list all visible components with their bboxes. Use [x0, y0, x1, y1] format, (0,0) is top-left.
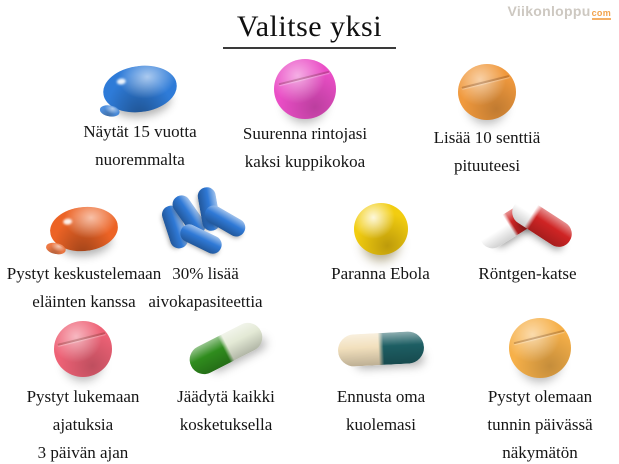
caption-line: tunnin päivässä [487, 415, 593, 434]
page-title: Valitse yksi [223, 10, 396, 49]
caption [487, 383, 592, 464]
caption-line: Röntgen-katse [478, 264, 577, 283]
caption [148, 260, 262, 316]
caption-line: Näytät 15 vuotta [83, 122, 197, 141]
amber-tablet-image [509, 318, 571, 378]
red-white-capsules-image [473, 199, 583, 257]
pink-tablet-image [274, 59, 336, 119]
yellow-pill-image [354, 203, 408, 255]
caption-line: kaksi kuppikokoa [244, 152, 366, 171]
caption-line: 30% lisää [172, 264, 239, 283]
caption-line: pituuteesi [453, 156, 521, 175]
caption-line: Pystyt olemaan [487, 387, 593, 406]
pill-item-height [394, 60, 580, 180]
pill-image-box [103, 60, 177, 118]
caption [337, 383, 425, 439]
pill-item-freeze-touch [150, 313, 302, 439]
pill-image-box [54, 315, 112, 383]
caption [434, 124, 541, 180]
cream-teal-capsule-image [337, 331, 425, 367]
pill-item-read-minds [8, 315, 158, 464]
caption-line: näkymätön [502, 443, 578, 462]
green-white-capsule-image [185, 317, 268, 378]
caption-line: Ennusta oma [336, 387, 426, 406]
orange-tablet-image [458, 64, 516, 120]
pill-item-invisibility [463, 313, 617, 464]
caption-line: Pystyt lukemaan [26, 387, 140, 406]
orange-gel-capsule-image [48, 204, 120, 255]
blue-gel-capsule-image [100, 61, 180, 117]
caption-line: eläinten kanssa [32, 292, 136, 311]
pill-image-box [155, 194, 257, 260]
pill-image-box [354, 198, 408, 260]
pill-image-box [473, 196, 583, 260]
pill-item-look-younger [40, 60, 240, 174]
pill-image-box [274, 58, 336, 120]
caption-line: Suurenna rintojasi [242, 124, 368, 143]
caption [27, 383, 140, 464]
watermark-suffix: com [591, 8, 611, 18]
caption-line: ajatuksia [52, 415, 114, 434]
caption [331, 260, 430, 288]
caption [478, 260, 576, 288]
red-white-capsule [507, 194, 577, 252]
caption-line: aivokapasiteettia [148, 292, 263, 311]
pill-item-xray-vision [450, 196, 605, 288]
caption [83, 118, 196, 174]
caption-line: nuoremmalta [95, 150, 185, 169]
pill-item-brain-capacity [128, 194, 283, 316]
watermark-text: Viikonloppu [507, 3, 591, 19]
salmon-tablet-image [54, 321, 112, 377]
pill-image-box [187, 313, 265, 383]
pill-image-box [338, 315, 424, 383]
blue-capsule-cluster-image [155, 196, 257, 258]
caption-line: kosketuksella [179, 415, 273, 434]
pill-image-box [509, 313, 571, 383]
caption [243, 120, 367, 176]
caption-line: 3 päivän ajan [37, 443, 129, 462]
pill-item-predict-death [305, 315, 457, 439]
pill-item-cure-ebola [303, 198, 458, 288]
caption-line: Lisää 10 senttiä [433, 128, 541, 147]
caption-line: Jäädytä kaikki [177, 387, 275, 406]
pill-item-breast-enlargement [212, 58, 398, 176]
watermark [507, 3, 611, 19]
pill-image-box [50, 198, 118, 260]
caption-line: Pystyt keskustelemaan [6, 264, 162, 283]
caption [177, 383, 275, 439]
caption-line: kuolemasi [346, 415, 416, 434]
pill-image-box [458, 60, 516, 124]
caption-line: Paranna Ebola [331, 264, 430, 283]
